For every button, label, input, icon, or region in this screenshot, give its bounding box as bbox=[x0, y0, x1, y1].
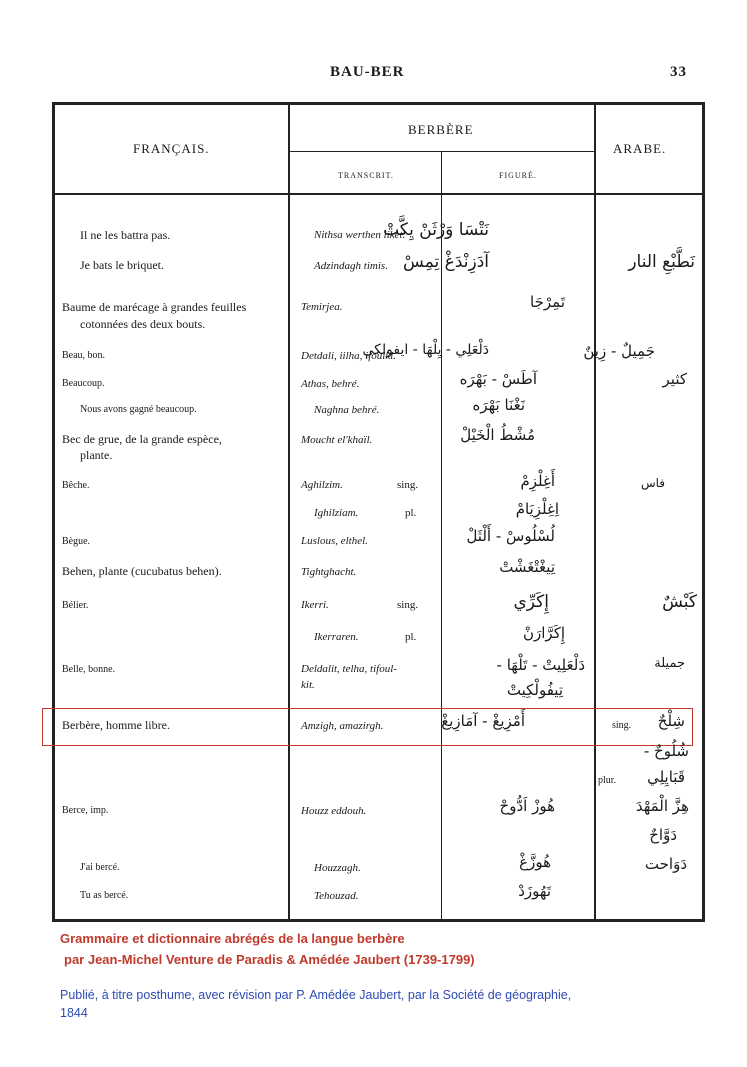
entry-figured: لُسْلُوسْ - أَلْثَلْ bbox=[466, 527, 555, 545]
entry-french-continued: cotonnées des deux bouts. bbox=[80, 317, 206, 331]
col-divider-3 bbox=[594, 104, 596, 920]
entry-transcribed: Naghna behré. bbox=[314, 404, 380, 416]
entry-arabic: كَبْشٌ bbox=[662, 592, 697, 612]
entry-figured: نَغْنَا بَهْرَه bbox=[472, 396, 525, 414]
entry-transcribed: Ighilziam. bbox=[314, 507, 359, 519]
entry-figured: آدَزِنْدَغْ تِمِسْ bbox=[403, 252, 489, 272]
caption-title: Grammaire et dictionnaire abrégés de la langue berbère bbox=[60, 931, 405, 946]
caption-year: 1844 bbox=[60, 1006, 88, 1020]
col-header-figure: FIGURÉ. bbox=[499, 171, 537, 180]
entry-figured: اِغِلْزِيَامْ bbox=[515, 500, 559, 518]
entry-transcribed: Luslous, elthel. bbox=[301, 535, 368, 547]
entry-arabic: هِزَّ الْمَهْدَ bbox=[635, 797, 689, 815]
entry-figured: أَغِلْزِمْ bbox=[520, 472, 555, 490]
entry-arabic: جميلة bbox=[654, 656, 685, 671]
entry-french: Berce, imp. bbox=[62, 805, 109, 816]
entry-french: Il ne les battra pas. bbox=[80, 228, 171, 242]
entry-figured: آطَسْ - بَهْرَه bbox=[459, 370, 537, 388]
entry-number: pl. bbox=[405, 631, 417, 643]
entry-figured-continued: تِيفُولْكِيتْ bbox=[506, 681, 563, 699]
entry-transcribed: Athas, behré. bbox=[301, 378, 360, 390]
dictionary-table bbox=[52, 102, 705, 922]
entry-french: Nous avons gagné beaucoup. bbox=[80, 404, 197, 415]
entry-transcribed: Aghilzim. bbox=[301, 479, 343, 491]
col-divider-1 bbox=[288, 104, 290, 920]
entry-arabic: جَمِيلٌ - زِينٌ bbox=[583, 342, 655, 360]
running-head: BAU-BER bbox=[330, 64, 405, 80]
page-number: 33 bbox=[670, 64, 687, 80]
entry-french: Behen, plante (cucubatus behen). bbox=[62, 564, 222, 578]
entry-number: sing. bbox=[612, 720, 632, 731]
col-header-berbere: BERBÈRE bbox=[408, 122, 474, 137]
entry-arabic: دَوَاحت bbox=[644, 855, 687, 873]
entry-figured: هُوزْ اَدُّوحْ bbox=[499, 797, 555, 815]
entry-transcribed: Detdali, iilha, ifoulki. bbox=[301, 350, 397, 362]
entry-french: Tu as bercé. bbox=[80, 890, 129, 901]
entry-figured: دَلْعَلِي - يِلْهَا - ايفولكي bbox=[362, 342, 489, 358]
entry-arabic-continued: قَبَايِلِي bbox=[647, 768, 685, 786]
entry-transcribed: Ikerri. bbox=[301, 599, 329, 611]
entry-arabic: شُلُوحٌ - bbox=[643, 742, 689, 760]
entry-number: sing. bbox=[397, 479, 419, 491]
caption-authors: par Jean-Michel Venture de Paradis & Amédée Jaubert (1739-1799) bbox=[64, 952, 475, 967]
entry-french: Bègue. bbox=[62, 536, 91, 547]
entry-transcribed-continued: kit. bbox=[301, 679, 315, 691]
entry-number: sing. bbox=[397, 599, 419, 611]
entry-french: Belle, bonne. bbox=[62, 664, 116, 675]
entry-french: Bélier. bbox=[62, 600, 89, 611]
entry-french: Bec de grue, de la grande espèce, bbox=[62, 432, 222, 446]
entry-figured: دَلْعَلِيتْ - تَلْهَا - bbox=[496, 656, 585, 674]
entry-transcribed: Moucht el'khaïl. bbox=[301, 434, 373, 446]
col-header-transcrit: TRANSCRIT. bbox=[338, 171, 394, 180]
entry-figured: تَهُوزَدْ bbox=[518, 882, 551, 900]
entry-figured: هُوزَّغْ bbox=[519, 853, 551, 871]
entry-arabic: نَطَّبْعِ النار bbox=[628, 252, 695, 272]
entry-figured: تَمِرْجَا bbox=[530, 293, 565, 311]
entry-transcribed: Houzzagh. bbox=[314, 862, 361, 874]
entry-french: Berbère, homme libre. bbox=[62, 718, 170, 732]
entry-number: pl. bbox=[405, 507, 417, 519]
entry-french: Bêche. bbox=[62, 480, 90, 491]
entry-transcribed: Houzz eddouh. bbox=[301, 805, 367, 817]
entry-figured: أَمْزِيغْ - آمَازِيغْ bbox=[441, 712, 525, 730]
berbere-subhead-line bbox=[290, 151, 594, 152]
entry-number: plur. bbox=[598, 775, 617, 786]
entry-french: Beaucoup. bbox=[62, 378, 105, 389]
entry-transcribed: Temirjea. bbox=[301, 301, 343, 313]
entry-figured: مُشْطُ الْخَيْلْ bbox=[460, 426, 535, 444]
entry-figured: إِكَرَّارَنْ bbox=[522, 624, 565, 642]
entry-arabic: فاس bbox=[640, 476, 665, 490]
entry-transcribed: Deldalit, telha, tifoul- bbox=[301, 663, 397, 675]
caption-publication: Publié, à titre posthume, avec révision par P. Amédée Jaubert, par la Société de géographie, bbox=[60, 988, 572, 1002]
entry-figured: تِيغْتْغَشْتْ bbox=[499, 558, 555, 576]
entry-french: Beau, bon. bbox=[62, 350, 106, 361]
entry-french: J'ai bercé. bbox=[80, 862, 120, 873]
col-header-francais: FRANÇAIS. bbox=[133, 141, 210, 156]
entry-french: Je bats le briquet. bbox=[80, 258, 164, 272]
entry-french: Baume de marécage à grandes feuilles bbox=[62, 300, 247, 314]
entry-arabic-continued: دَوَّاحٌ bbox=[649, 826, 677, 844]
entry-transcribed: Nithsa werthen iiket. bbox=[314, 229, 406, 241]
col-header-arabe: ARABE. bbox=[613, 141, 667, 156]
entry-transcribed: Ikerraren. bbox=[314, 631, 359, 643]
entry-transcribed: Tightghacht. bbox=[301, 566, 357, 578]
entry-figured: نَتْسَا وَرْثَنْ يِكَّتْ bbox=[383, 220, 489, 240]
entry-transcribed: Amzigh, amazirgh. bbox=[301, 720, 384, 732]
entry-arabic: كثير bbox=[662, 370, 687, 388]
entry-transcribed: Adzindagh timis. bbox=[314, 260, 388, 272]
entry-figured: إِكَرِّي bbox=[513, 592, 549, 612]
entry-arabic: شِلْحٌ bbox=[657, 712, 685, 730]
entry-transcribed: Tehouzad. bbox=[314, 890, 359, 902]
entry-french-continued: plante. bbox=[80, 448, 113, 462]
header-bottom-line bbox=[54, 193, 703, 195]
